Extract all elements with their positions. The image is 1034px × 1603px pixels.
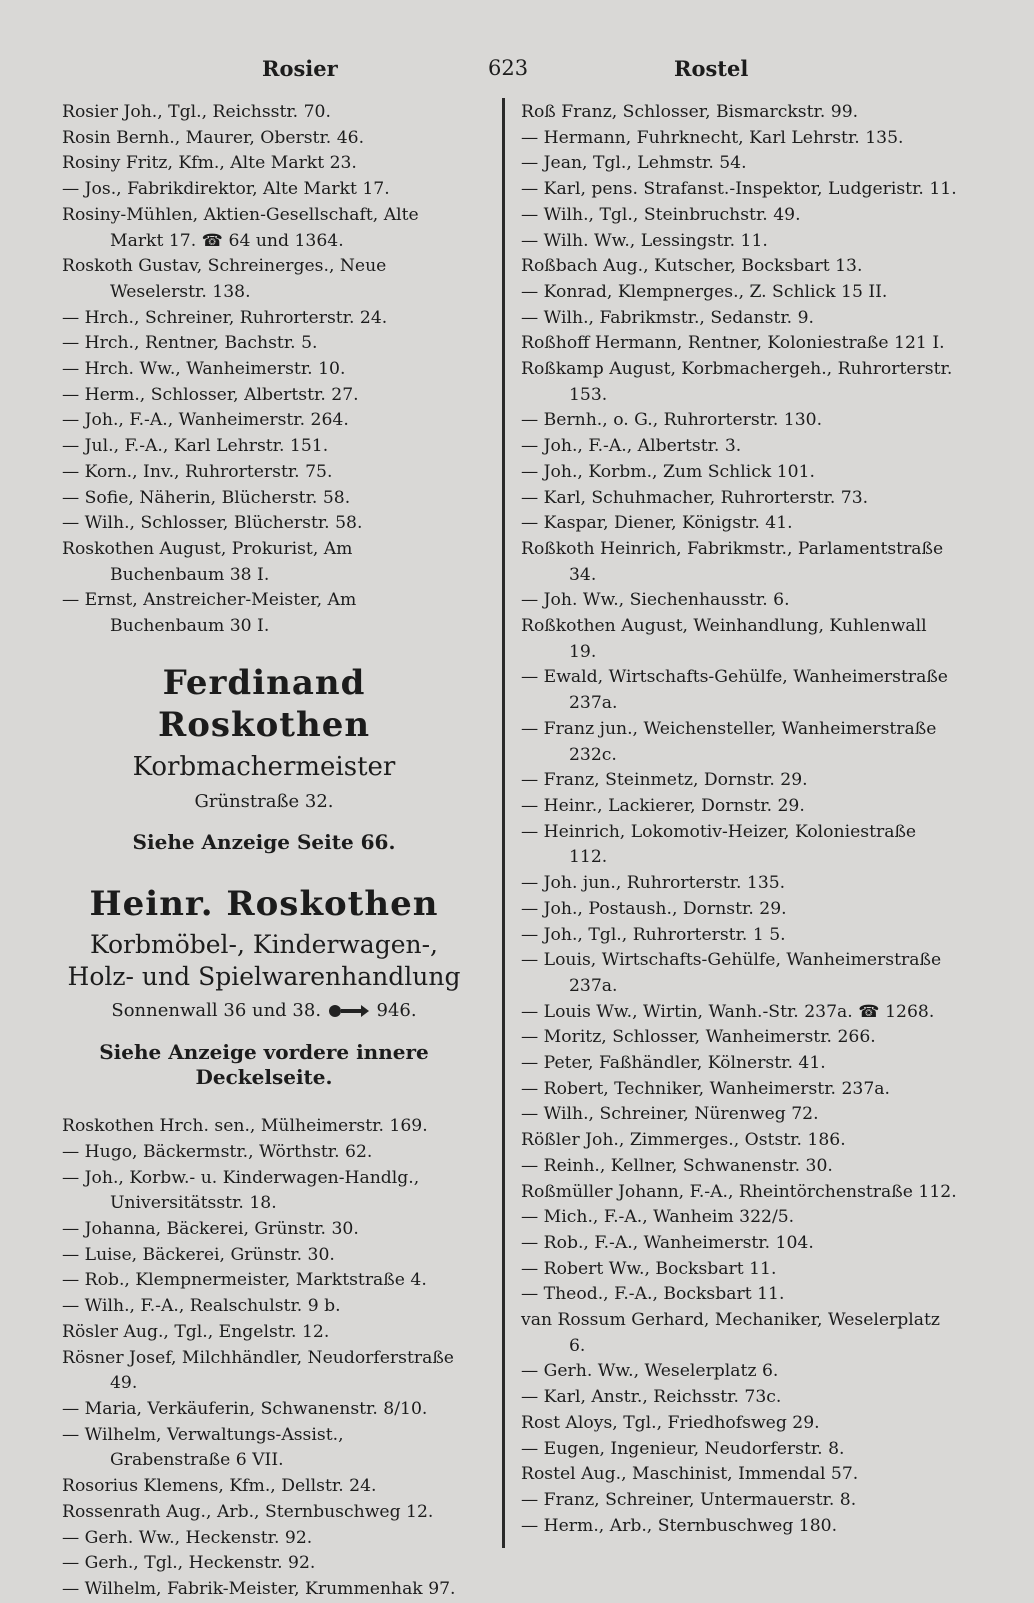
- directory-entry: Rosiny Fritz, Kfm., Alte Markt 23.: [62, 153, 357, 174]
- column-divider: [502, 98, 505, 1548]
- ad1-address: Grünstraße 32.: [194, 791, 334, 813]
- ad2-phone: 946.: [376, 999, 417, 1021]
- directory-entry: Rösler Aug., Tgl., Engelstr. 12.: [62, 1321, 330, 1342]
- directory-entry: — Sofie, Näherin, Blücherstr. 58.: [62, 487, 351, 508]
- directory-entry: Rosin Bernh., Maurer, Oberstr. 46.: [62, 127, 365, 148]
- directory-entry: — Karl, pens. Strafanst.-Inspektor, Ludgeristr. 11.: [521, 179, 957, 200]
- directory-entry: Rossenrath Aug., Arb., Sternbuschweg 12.: [62, 1501, 434, 1522]
- directory-entry: — Moritz, Schlosser, Wanheimerstr. 266.: [521, 1027, 876, 1048]
- directory-entry: — Hugo, Bäckermstr., Wörthstr. 62.: [62, 1141, 373, 1162]
- directory-entry: — Joh., F.-A., Wanheimerstr. 264.: [62, 410, 349, 431]
- ad2-trade: Korbmöbel-, Kinderwagen-, Holz- und Spielwarenhandlung: [67, 930, 461, 991]
- directory-entry: Roskoth Gustav, Schreinerges., Neue Weselerstr. 138.: [62, 256, 387, 302]
- directory-entry: — Theod., F.-A., Bocksbart 11.: [521, 1284, 785, 1305]
- ad2-name: Heinr. Roskothen: [89, 883, 439, 924]
- directory-entry: — Wilh., Fabrikmstr., Sedanstr. 9.: [521, 307, 814, 328]
- advertisement-heinr: [62, 883, 466, 1091]
- directory-entry: van Rossum Gerhard, Mechaniker, Weselerplatz 6.: [521, 1310, 940, 1356]
- directory-entry: — Jos., Fabrikdirektor, Alte Markt 17.: [62, 179, 390, 200]
- directory-entry: — Wilh., Schlosser, Blücherstr. 58.: [62, 513, 363, 534]
- directory-entry: — Hrch., Schreiner, Ruhrorterstr. 24.: [62, 307, 388, 328]
- directory-entry: — Herm., Schlosser, Albertstr. 27.: [62, 384, 359, 405]
- directory-entry: — Luise, Bäckerei, Grünstr. 30.: [62, 1244, 335, 1265]
- ad1-trade: Korbmachermeister: [132, 751, 396, 782]
- directory-entry: — Gerh. Ww., Heckenstr. 92.: [62, 1527, 313, 1548]
- directory-entry: — Kaspar, Diener, Königstr. 41.: [521, 513, 793, 534]
- directory-entry: Rößler Joh., Zimmerges., Oststr. 186.: [521, 1130, 846, 1151]
- directory-entry: — Bernh., o. G., Ruhrorterstr. 130.: [521, 410, 823, 431]
- directory-entry: — Robert, Techniker, Wanheimerstr. 237a.: [521, 1078, 890, 1099]
- directory-entry: — Ernst, Anstreicher-Meister, Am Buchenbaum 30 I.: [62, 590, 357, 637]
- directory-entry: Roßkoth Heinrich, Fabrikmstr., Parlamentstraße 34.: [521, 538, 944, 585]
- directory-entry: — Johanna, Bäckerei, Grünstr. 30.: [62, 1219, 359, 1240]
- directory-entry: — Jul., F.-A., Karl Lehrstr. 151.: [62, 436, 329, 457]
- directory-entry: — Gerh. Ww., Weselerplatz 6.: [521, 1361, 779, 1382]
- directory-entry: — Rob., F.-A., Wanheimerstr. 104.: [521, 1232, 814, 1253]
- directory-entry: — Eugen, Ingenieur, Neudorferstr. 8.: [521, 1438, 845, 1459]
- right-column: [521, 100, 957, 1539]
- directory-entry: — Joh., Postaush., Dornstr. 29.: [521, 898, 787, 919]
- directory-entry: — Hrch. Ww., Wanheimerstr. 10.: [62, 359, 346, 380]
- left-bottom-entries: [62, 1114, 466, 1602]
- directory-entry: — Joh., F.-A., Albertstr. 3.: [521, 436, 742, 457]
- directory-entry: — Franz, Schreiner, Untermauerstr. 8.: [521, 1489, 857, 1510]
- ad2-see-reference: Siehe Anzeige vordere innere Deckelseite.: [99, 1040, 429, 1090]
- directory-entry: Roßhoff Hermann, Rentner, Koloniestraße 121 I.: [521, 333, 945, 354]
- directory-entry: — Herm., Arb., Sternbuschweg 180.: [521, 1515, 838, 1536]
- directory-entry: — Wilhelm, Verwaltungs-Assist., Grabenstraße 6 VII.: [62, 1424, 344, 1471]
- advertisement-ferdinand: [62, 662, 466, 855]
- directory-entry: Rosier Joh., Tgl., Reichsstr. 70.: [62, 102, 331, 122]
- header-left-keyword: Rosier: [262, 56, 338, 81]
- directory-entry: — Gerh., Tgl., Heckenstr. 92.: [62, 1553, 316, 1574]
- directory-entry: — Wilh., F.-A., Realschulstr. 9 b.: [62, 1296, 341, 1317]
- directory-entry: — Joh., Korbw.- u. Kinderwagen-Handlg., Universitätsstr. 18.: [62, 1167, 420, 1214]
- directory-entry: — Rob., Klempnermeister, Marktstraße 4.: [62, 1270, 427, 1291]
- telephone-icon: [327, 1003, 371, 1019]
- directory-entry: — Wilh. Ww., Lessingstr. 11.: [521, 230, 768, 251]
- directory-entry: — Franz, Steinmetz, Dornstr. 29.: [521, 770, 808, 791]
- directory-entry: — Joh. Ww., Siechenhausstr. 6.: [521, 590, 790, 611]
- ad2-address-line: [62, 1000, 466, 1023]
- directory-entry: Roßkothen August, Weinhandlung, Kuhlenwall 19.: [521, 616, 927, 662]
- directory-entry: — Louis Ww., Wirtin, Wanh.-Str. 237a. ☎ 1268.: [521, 1001, 935, 1022]
- directory-entry: Roskothen August, Prokurist, Am Buchenbaum 38 I.: [62, 538, 353, 585]
- page-header: [0, 56, 1034, 90]
- ad1-name: Ferdinand Roskothen: [157, 662, 371, 746]
- directory-entry: — Heinr., Lackierer, Dornstr. 29.: [521, 795, 805, 816]
- directory-entry: — Louis, Wirtschafts-Gehülfe, Wanheimerstraße 237a.: [521, 950, 942, 996]
- directory-entry: Roß Franz, Schlosser, Bismarckstr. 99.: [521, 102, 859, 122]
- directory-entry: — Karl, Schuhmacher, Ruhrorterstr. 73.: [521, 487, 869, 508]
- directory-entry: — Joh., Tgl., Ruhrorterstr. 1 5.: [521, 924, 786, 945]
- directory-entry: — Joh., Korbm., Zum Schlick 101.: [521, 461, 815, 482]
- directory-entry: Rostel Aug., Maschinist, Immendal 57.: [521, 1464, 859, 1485]
- directory-entry: — Wilh., Schreiner, Nürenweg 72.: [521, 1104, 819, 1125]
- directory-entry: — Wilhelm, Fabrik-Meister, Krummenhak 97.: [62, 1578, 456, 1599]
- directory-entry: — Ewald, Wirtschafts-Gehülfe, Wanheimerstraße 237a.: [521, 667, 948, 714]
- directory-entry: — Wilh., Tgl., Steinbruchstr. 49.: [521, 204, 801, 225]
- directory-entry: — Reinh., Kellner, Schwanenstr. 30.: [521, 1155, 833, 1176]
- directory-entry: — Jean, Tgl., Lehmstr. 54.: [521, 153, 747, 174]
- directory-entry: — Maria, Verkäuferin, Schwanenstr. 8/10.: [62, 1399, 428, 1419]
- directory-entry: — Robert Ww., Bocksbart 11.: [521, 1258, 777, 1279]
- directory-entry: Roskothen Hrch. sen., Mülheimerstr. 169.: [62, 1116, 428, 1137]
- directory-entry: Rosorius Klemens, Kfm., Dellstr. 24.: [62, 1476, 377, 1497]
- directory-entry: — Franz jun., Weichensteller, Wanheimerstraße 232c.: [521, 718, 937, 765]
- directory-entry: Roßbach Aug., Kutscher, Bocksbart 13.: [521, 256, 863, 277]
- ad1-see-reference: Siehe Anzeige Seite 66.: [132, 829, 396, 854]
- left-top-entries: [62, 100, 466, 640]
- directory-entry: — Joh. jun., Ruhrorterstr. 135.: [521, 873, 786, 894]
- directory-entry: — Hermann, Fuhrknecht, Karl Lehrstr. 135.: [521, 127, 904, 148]
- page-number: 623: [488, 56, 529, 80]
- directory-entry: Rost Aloys, Tgl., Friedhofsweg 29.: [521, 1412, 820, 1433]
- directory-entry: — Hrch., Rentner, Bachstr. 5.: [62, 333, 318, 354]
- left-column: [62, 100, 466, 1603]
- ad2-address: Sonnenwall 36 und 38.: [111, 999, 322, 1021]
- directory-entry: — Karl, Anstr., Reichsstr. 73c.: [521, 1387, 782, 1408]
- directory-entry: Rosiny-Mühlen, Aktien-Gesellschaft, Alte Markt 17. ☎ 64 und 1364.: [62, 204, 419, 251]
- directory-entry: — Konrad, Klempnerges., Z. Schlick 15 II.: [521, 281, 888, 302]
- directory-entry: Roßmüller Johann, F.-A., Rheintörchenstraße 112.: [521, 1181, 957, 1202]
- directory-entry: — Heinrich, Lokomotiv-Heizer, Koloniestraße 112.: [521, 821, 917, 868]
- directory-entry: Roßkamp August, Korbmachergeh., Ruhrorterstr. 153.: [521, 359, 953, 405]
- directory-entry: — Peter, Faßhändler, Kölnerstr. 41.: [521, 1053, 826, 1074]
- header-right-keyword: Rostel: [674, 56, 749, 81]
- directory-entry: Rösner Josef, Milchhändler, Neudorferstraße 49.: [62, 1347, 454, 1394]
- directory-entry: — Korn., Inv., Ruhrorterstr. 75.: [62, 461, 333, 482]
- directory-entry: — Mich., F.-A., Wanheim 322/5.: [521, 1207, 795, 1228]
